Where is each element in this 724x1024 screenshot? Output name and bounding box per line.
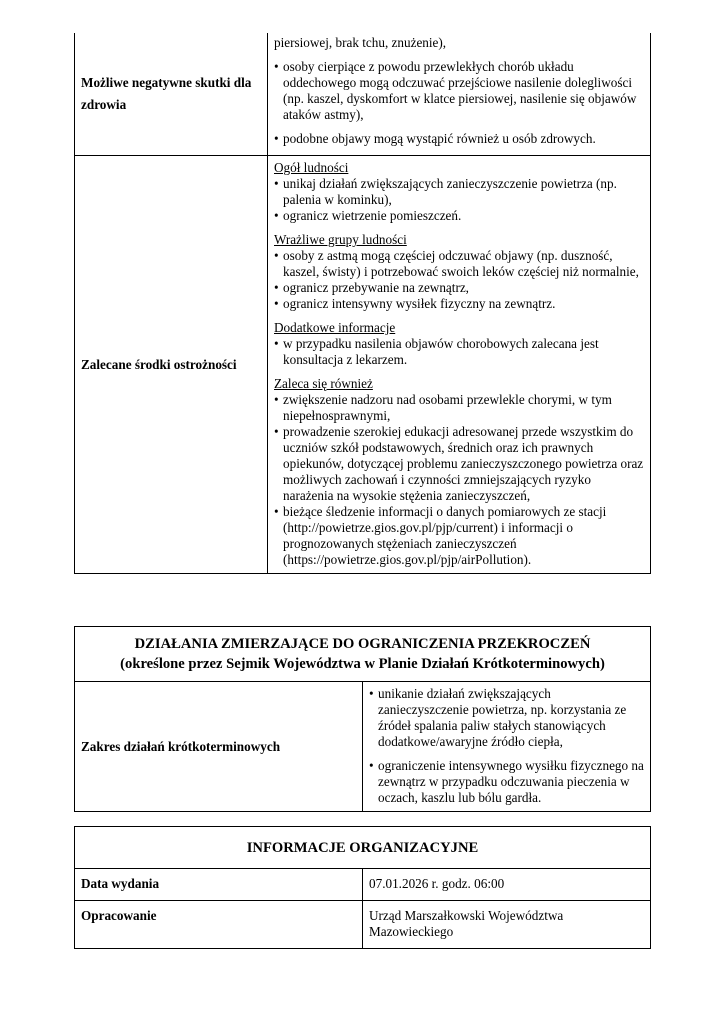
precaution-item: • zwiększenie nadzoru nad osobami przewlekle chorymi, w tym niepełnosprawnymi, bbox=[274, 392, 644, 424]
precaution-item: • osoby z astmą mogą częściej odczuwać objawy (np. duszność, kaszel, świsty) i potrzebować swoich leków częściej niż normalnie, bbox=[274, 248, 644, 280]
issue-date-label: Data wydania bbox=[75, 869, 363, 901]
author-value: Urząd Marszałkowski Województwa Mazowieckiego bbox=[363, 901, 651, 949]
precautions-row bbox=[75, 156, 651, 574]
precaution-list bbox=[274, 392, 644, 568]
issue-date-row bbox=[75, 869, 651, 901]
author-label: Opracowanie bbox=[75, 901, 363, 949]
precautions-content bbox=[268, 156, 651, 574]
precaution-group-heading: Dodatkowe informacje bbox=[274, 320, 396, 335]
org-title: INFORMACJE ORGANIZACYJNE bbox=[75, 827, 651, 869]
action-item: • unikanie działań zwiększających zanieczyszczenie powietrza, np. korzystania ze źródeł spalania paliw stałych stanowiących dodatkowe/awaryjne źródło ciepła, bbox=[369, 686, 644, 750]
precaution-group-heading: Ogół ludności bbox=[274, 160, 349, 175]
precaution-group-heading: Wrażliwe grupy ludności bbox=[274, 232, 407, 247]
actions-content bbox=[363, 682, 651, 812]
precautions-label: Zalecane środki ostrożności bbox=[75, 156, 268, 574]
precaution-list bbox=[274, 176, 644, 224]
precaution-item: • unikaj działań zwiększających zanieczyszczenie powietrza (np. palenia w kominku), bbox=[274, 176, 644, 208]
author-row bbox=[75, 901, 651, 949]
org-header-row bbox=[75, 827, 651, 869]
precaution-item: • ogranicz wietrzenie pomieszczeń. bbox=[274, 208, 644, 224]
action-item: • ograniczenie intensywnego wysiłku fizycznego na zewnątrz w przypadku odczuwania pieczenia w oczach, kaszlu lub bólu gardła. bbox=[369, 758, 644, 806]
precaution-list bbox=[274, 248, 644, 312]
precaution-item: • ogranicz intensywny wysiłek fizyczny na zewnątrz. bbox=[274, 296, 644, 312]
actions-title-line2: (określone przez Sejmik Województwa w Planie Działań Krótkoterminowych) bbox=[120, 656, 605, 672]
precaution-item: • bieżące śledzenie informacji o danych pomiarowych ze stacji (http://powietrze.gios.gov.pl/pjp/current) i informacji o prognozowanych stężeniach zanieczyszczeń (https://powietrze.gios.gov.pl/pjp/airPollution). bbox=[274, 504, 644, 568]
actions-title-line1: DZIAŁANIA ZMIERZAJĄCE DO OGRANICZENIA PRZEKROCZEŃ bbox=[134, 636, 591, 652]
precaution-group-sensitive bbox=[274, 232, 644, 312]
issue-date-value: 07.01.2026 r. godz. 06:00 bbox=[363, 869, 651, 901]
actions-title bbox=[75, 627, 651, 682]
precaution-group-also bbox=[274, 376, 644, 568]
health-effect-item: • osoby cierpiące z powodu przewlekłych chorób układu oddechowego mogą odczuwać przejściowe nasilenie dolegliwości (np. kaszel, dyskomfort w klatce piersiowej, nasilenie się objawów ataków astmy), bbox=[274, 59, 644, 123]
health-effects-continuation: piersiowej, brak tchu, znużenie), bbox=[274, 35, 447, 50]
precaution-group-heading: Zaleca się również bbox=[274, 376, 373, 391]
precaution-group-additional bbox=[274, 320, 644, 368]
precaution-group-general bbox=[274, 160, 644, 224]
actions-label: Zakres działań krótkoterminowych bbox=[75, 682, 363, 812]
precaution-item: • w przypadku nasilenia objawów chorobowych zalecana jest konsultacja z lekarzem. bbox=[274, 336, 644, 368]
precaution-item: • prowadzenie szerokiej edukacji adresowanej przede wszystkim do uczniów szkół podstawowych, średnich oraz ich prawnych opiekunów, dotyczącej problemu zanieczyszczonego powietrza oraz możliwych zachowań i czynności zmniejszających ryzyko narażenia na wysokie stężenia zanieczyszczeń, bbox=[274, 424, 644, 504]
precaution-list bbox=[274, 336, 644, 368]
actions-header-row bbox=[75, 627, 651, 682]
health-effects-label: Możliwe negatywne skutki dla zdrowia bbox=[75, 33, 268, 156]
health-effects-row bbox=[75, 33, 651, 156]
health-effects-list bbox=[274, 59, 644, 147]
precaution-item: • ogranicz przebywanie na zewnątrz, bbox=[274, 280, 644, 296]
health-effect-item: • podobne objawy mogą wystąpić również u osób zdrowych. bbox=[274, 131, 644, 147]
health-effects-content bbox=[268, 33, 651, 156]
actions-row bbox=[75, 682, 651, 812]
health-precautions-table bbox=[74, 33, 651, 574]
actions-list bbox=[369, 686, 644, 806]
actions-table bbox=[74, 626, 651, 812]
org-info-table bbox=[74, 826, 651, 949]
